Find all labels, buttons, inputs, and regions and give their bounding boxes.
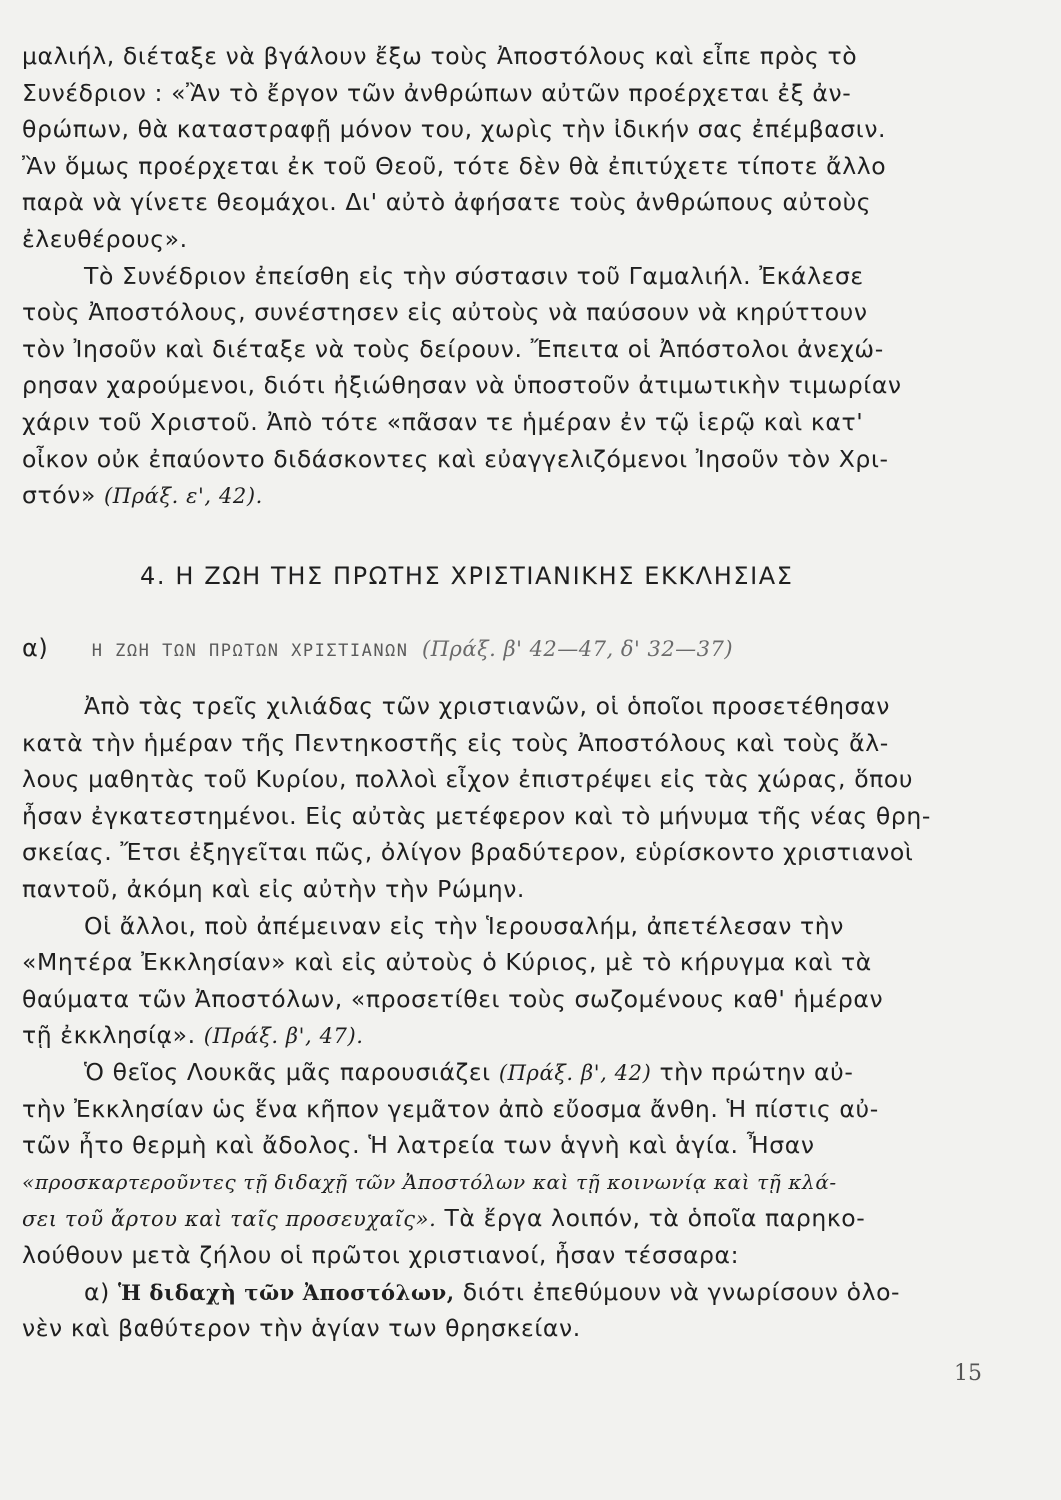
text-line: Συνέδριον : «Ἂν τὸ ἔργον τῶν ἀνθρώπων αὐτῶν προέρχεται ἐξ ἀν- xyxy=(22,78,852,107)
text-line: λους μαθητὰς τοῦ Κυρίου, πολλοὶ εἶχον ἐπιστρέψει εἰς τὰς χώρας, ὅπου xyxy=(22,765,914,794)
text-line: Οἱ ἄλλοι, ποὺ ἀπέμειναν εἰς τὴν Ἱερουσαλήμ, ἀπετέλεσαν τὴν xyxy=(84,911,845,940)
text-line: τὴν Ἐκκλησίαν ὡς ἕνα κῆπον γεμᾶτον ἀπὸ εὔοσμα ἄνθη. Ἡ πίστις αὐ- xyxy=(22,1094,879,1123)
subsection-title: Η ΖΩΗ ΤΩΝ ΠΡΩΤΩΝ ΧΡΙΣΤΙΑΝΩΝ xyxy=(91,641,409,661)
list-item-label: α) xyxy=(84,1277,110,1306)
scripture-reference: (Πράξ. β', 47). xyxy=(203,1024,364,1049)
text-line: νὲν καὶ βαθύτερον τὴν ἁγίαν των θρησκείαν. xyxy=(22,1314,581,1343)
subsection-heading xyxy=(22,634,733,662)
text-line: παντοῦ, ἀκόμη καὶ εἰς αὐτὴν τὴν Ρώμην. xyxy=(22,874,526,903)
text-line: οἶκον οὐκ ἐπαύοντο διδάσκοντες καὶ εὐαγγελιζόμενοι Ἰησοῦν τὸν Χρι- xyxy=(22,444,889,473)
text-line: Τὸ Συνέδριον ἐπείσθη εἰς τὴν σύστασιν τοῦ Γαμαλιήλ. Ἐκάλεσε xyxy=(84,261,864,290)
text-line: «προσκαρτεροῦντες τῇ διδαχῇ τῶν Ἀποστόλων καὶ τῇ κοινωνίᾳ καὶ τῇ κλά- xyxy=(22,1169,837,1194)
body-text xyxy=(22,688,967,1347)
text-line: Ἂν ὅμως προέρχεται ἐκ τοῦ Θεοῦ, τότε δὲν θὰ ἐπιτύχετε τίποτε ἄλλο xyxy=(22,151,887,180)
text-line: ἐλευθέρους». xyxy=(22,224,188,253)
text-fragment: τὴν πρώτην αὐ- xyxy=(659,1057,854,1086)
text-line: ἦσαν ἐγκατεστημένοι. Εἰς αὐτὰς μετέφερον καὶ τὸ μήνυμα τῆς νέας θρη- xyxy=(22,801,931,830)
text-line: τὸν Ἰησοῦν καὶ διέταξε νὰ τοὺς δείρουν. Ἔπειτα οἱ Ἀπόστολοι ἀνεχώ- xyxy=(22,334,884,363)
text-line: κατὰ τὴν ἡμέραν τῆς Πεντηκοστῆς εἰς τοὺς Ἀποστόλους καὶ τοὺς ἄλ- xyxy=(22,728,889,757)
text-line xyxy=(22,1200,967,1237)
text-line: «Μητέρα Ἐκκλησίαν» καὶ εἰς αὐτοὺς ὁ Κύριος, μὲ τὸ κήρυγμα καὶ τὰ xyxy=(22,948,872,977)
section-heading: 4. Η ΖΩΗ ΤΗΣ ΠΡΩΤΗΣ ΧΡΙΣΤΙΑΝΙΚΗΣ ΕΚΚΛΗΣΙΑΣ xyxy=(140,562,794,590)
scripture-reference: (Πράξ. β', 42) xyxy=(498,1060,652,1085)
subsection-label: α) xyxy=(22,634,49,662)
text-line: θρώπων, θὰ καταστραφῇ μόνον του, χωρὶς τὴν ἰδικήν σας ἐπέμβασιν. xyxy=(22,115,887,144)
text-line xyxy=(22,1017,967,1054)
text-fragment: Ὁ θεῖος Λουκᾶς μᾶς παρουσιάζει xyxy=(84,1057,491,1086)
text-line xyxy=(22,1054,967,1091)
text-line: χάριν τοῦ Χριστοῦ. Ἀπὸ τότε «πᾶσαν τε ἡμέραν ἐν τῷ ἱερῷ καὶ κατ' xyxy=(22,407,864,436)
text-line: ρησαν χαρούμενοι, διότι ἠξιώθησαν νὰ ὑποστοῦν ἀτιμωτικὴν τιμωρίαν xyxy=(22,371,902,400)
text-line: παρὰ νὰ γίνετε θεομάχοι. Δι' αὐτὸ ἀφήσατε τοὺς ἀνθρώπους αὐτοὺς xyxy=(22,188,872,217)
text-line: λούθουν μετὰ ζήλου οἱ πρῶτοι χριστιανοί, ἦσαν τέσσαρα: xyxy=(22,1240,740,1269)
list-item-title: Ἡ διδαχὴ τῶν Ἀποστόλων, xyxy=(117,1279,455,1305)
text-fragment: τῇ ἐκκλησίᾳ». xyxy=(22,1021,196,1050)
page-number: 15 xyxy=(954,1361,982,1386)
quotation: σει τοῦ ἄρτου καὶ ταῖς προσευχαῖς». xyxy=(22,1207,437,1232)
text-line: τοὺς Ἀποστόλους, συνέστησεν εἰς αὐτοὺς νὰ παύσουν νὰ κηρύττουν xyxy=(22,298,868,327)
text-line: θαύματα τῶν Ἀποστόλων, «προσετίθει τοὺς σωζομένους καθ' ἡμέραν xyxy=(22,984,884,1013)
text-fragment: διότι ἐπεθύμουν νὰ γνωρίσουν ὁλο- xyxy=(462,1277,901,1306)
text-line: Ἀπὸ τὰς τρεῖς χιλιάδας τῶν χριστιανῶν, οἱ ὁποῖοι προσετέθησαν xyxy=(84,692,890,720)
text-line xyxy=(22,477,967,514)
top-paragraph xyxy=(22,38,967,514)
text-line: τῶν ἦτο θερμὴ καὶ ἄδολος. Ἡ λατρεία των ἁγνὴ καὶ ἁγία. Ἦσαν xyxy=(22,1131,815,1160)
list-item xyxy=(22,1274,967,1311)
subsection-reference: (Πράξ. β' 42—47, δ' 32—37) xyxy=(422,637,734,661)
text-line: μαλιήλ, διέταξε νὰ βγάλουν ἔξω τοὺς Ἀποστόλους καὶ εἶπε πρὸς τὸ xyxy=(22,42,858,70)
text-line: σκείας. Ἔτσι ἐξηγεῖται πῶς, ὀλίγον βραδύτερον, εὑρίσκοντο χριστιανοὶ xyxy=(22,838,914,867)
scripture-reference: (Πράξ. ε', 42). xyxy=(104,484,263,509)
text-fragment: Τὰ ἔργα λοιπόν, τὰ ὁποῖα παρηκο- xyxy=(444,1204,866,1233)
text-fragment: στόν» xyxy=(22,481,96,510)
